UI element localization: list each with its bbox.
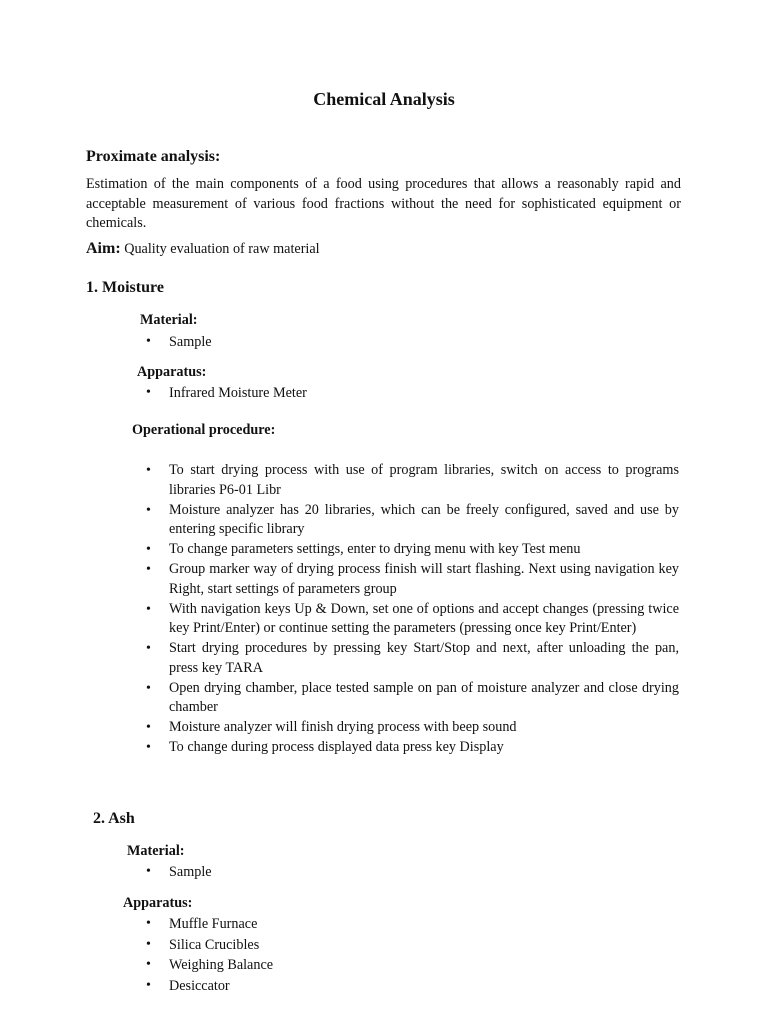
list-item: • To change during process displayed data press key Display [146, 738, 679, 758]
aim-text: Quality evaluation of raw material [124, 241, 320, 257]
section-heading-ash: 2. Ash [93, 810, 135, 827]
list-item: • With navigation keys Up & Down, set one of options and accept changes (pressing twice key Print/Enter) or continue setting the parameters (pressing once key Print/Enter) [146, 600, 679, 639]
proximate-description: Estimation of the main components of a food using procedures that allows a reasonably rapid and acceptable measurement of various food fractions without the need for sophisticated equipment or chemicals. [86, 176, 681, 231]
list-item: • Infrared Moisture Meter [146, 383, 307, 404]
aim-label: Aim: [86, 240, 121, 257]
list-item: • Sample [146, 862, 212, 883]
apparatus-list [146, 914, 273, 996]
proximate-heading: Proximate analysis: [86, 148, 221, 165]
page-title: Chemical Analysis [313, 89, 455, 109]
material-label: Material: [127, 843, 185, 859]
material-list [146, 332, 212, 353]
list-item: • Moisture analyzer has 20 libraries, which can be freely configured, saved and use by entering specific library [146, 501, 679, 540]
material-list [146, 862, 212, 883]
list-item: • To change parameters settings, enter to drying menu with key Test menu [146, 540, 679, 560]
apparatus-label: Apparatus: [137, 364, 207, 380]
apparatus-list [146, 383, 307, 404]
list-item: • To start drying process with use of program libraries, switch on access to programs libraries P6-01 Libr [146, 461, 679, 500]
list-item: • Muffle Furnace [146, 914, 273, 935]
section-heading-moisture: 1. Moisture [86, 279, 164, 296]
material-label: Material: [140, 312, 198, 328]
list-item: • Group marker way of drying process finish will start flashing. Next using navigation key Right, start settings of parameters group [146, 560, 679, 599]
procedure-list [146, 461, 679, 758]
aim-line [86, 240, 320, 258]
list-item: • Open drying chamber, place tested sample on pan of moisture analyzer and close drying chamber [146, 679, 679, 718]
list-item: • Start drying procedures by pressing key Start/Stop and next, after unloading the pan, press key TARA [146, 639, 679, 678]
list-item: • Weighing Balance [146, 955, 273, 976]
list-item: • Silica Crucibles [146, 935, 273, 956]
procedure-label: Operational procedure: [132, 422, 276, 438]
list-item: • Moisture analyzer will finish drying process with beep sound [146, 718, 679, 738]
list-item: • Desiccator [146, 976, 273, 997]
apparatus-label: Apparatus: [123, 895, 193, 911]
list-item: • Sample [146, 332, 212, 353]
